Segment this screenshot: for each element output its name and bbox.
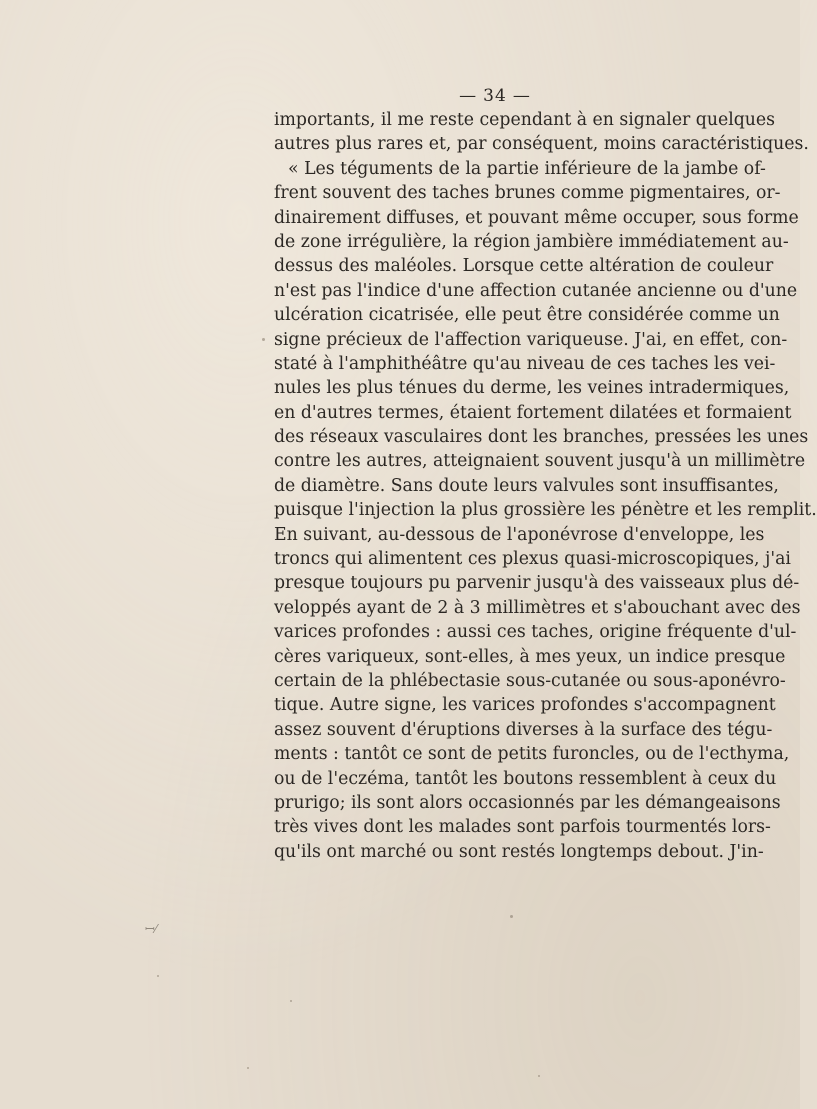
text-line: ulcération cicatrisée, elle peut être considérée comme un [274, 305, 780, 326]
text-line: n'est pas l'indice d'une affection cutanée ancienne ou d'une [274, 280, 798, 301]
page-number-dash-right: — [512, 86, 531, 106]
text-line: importants, il me reste cependant à en signaler quelques [274, 110, 776, 130]
text-line: prurigo; ils sont alors occasionnés par les démangeaisons [274, 792, 781, 813]
text-line: certain de la phlébectasie sous-cutanée ou sous-aponévro- [274, 670, 786, 691]
text-line: de diamètre. Sans doute leurs valvules sont insuffisantes, [274, 475, 779, 496]
text-line: dinairement diffuses, et pouvant même occuper, sous forme [274, 207, 799, 228]
text-line: dessus des maléoles. Lorsque cette altération de couleur [274, 256, 774, 277]
page-number [0, 86, 800, 106]
body-text [274, 108, 817, 864]
paper-speck [538, 1075, 540, 1077]
text-line: des réseaux vasculaires dont les branches, pressées les unes [274, 427, 809, 448]
text-line: assez souvent d'éruptions diverses à la surface des tégu- [274, 719, 773, 740]
paper-speck [262, 338, 265, 341]
text-line: « Les téguments de la partie inférieure de la jambe of- [288, 158, 766, 179]
text-line: de zone irrégulière, la région jambière immédiatement au- [274, 231, 789, 252]
text-line: troncs qui alimentent ces plexus quasi-microscopiques, j'ai [274, 549, 791, 570]
paper-speck [290, 1000, 292, 1002]
text-line: nules les plus ténues du derme, les veines intradermiques, [274, 378, 790, 399]
text-line: autres plus rares et, par conséquent, moins caractéristiques. [274, 134, 809, 155]
text-line: staté à l'amphithéâtre qu'au niveau de ces taches les vei- [274, 353, 776, 374]
paper-speck [510, 915, 513, 918]
paper-speck [247, 1067, 249, 1069]
text-line: signe précieux de l'affection variqueuse. J'ai, en effet, con- [274, 329, 788, 350]
text-line: ments : tantôt ce sont de petits furoncles, ou de l'ecthyma, [274, 744, 790, 765]
text-line: puisque l'injection la plus grossière les pénètre et les remplit. [274, 500, 817, 521]
text-line: varices profondes : aussi ces taches, origine fréquente d'ul- [274, 622, 797, 643]
page-number-dash-left: — [459, 86, 478, 106]
paper-speck [157, 975, 159, 977]
text-line: tique. Autre signe, les varices profondes s'accompagnent [274, 695, 776, 716]
text-line: veloppés ayant de 2 à 3 millimètres et s'abouchant avec des [274, 597, 801, 618]
marginal-mark-icon: ꟷ⁄ [145, 922, 157, 936]
text-line: ou de l'eczéma, tantôt les boutons ressemblent à ceux du [274, 768, 777, 789]
text-line: cères variqueux, sont-elles, à mes yeux, un indice presque [274, 646, 786, 667]
text-line: contre les autres, atteignaient souvent jusqu'à un millimètre [274, 451, 806, 472]
text-line: qu'ils ont marché ou sont restés longtemps debout. J'in- [274, 841, 764, 862]
text-line: frent souvent des taches brunes comme pigmentaires, or- [274, 183, 781, 204]
text-line: très vives dont les malades sont parfois tourmentés lors- [274, 817, 771, 838]
text-line: presque toujours pu parvenir jusqu'à des vaisseaux plus dé- [274, 573, 800, 594]
text-line: en d'autres termes, étaient fortement dilatées et formaient [274, 402, 792, 423]
text-line: En suivant, au-dessous de l'aponévrose d'enveloppe, les [274, 524, 765, 545]
page-number-value: 34 [483, 86, 507, 106]
